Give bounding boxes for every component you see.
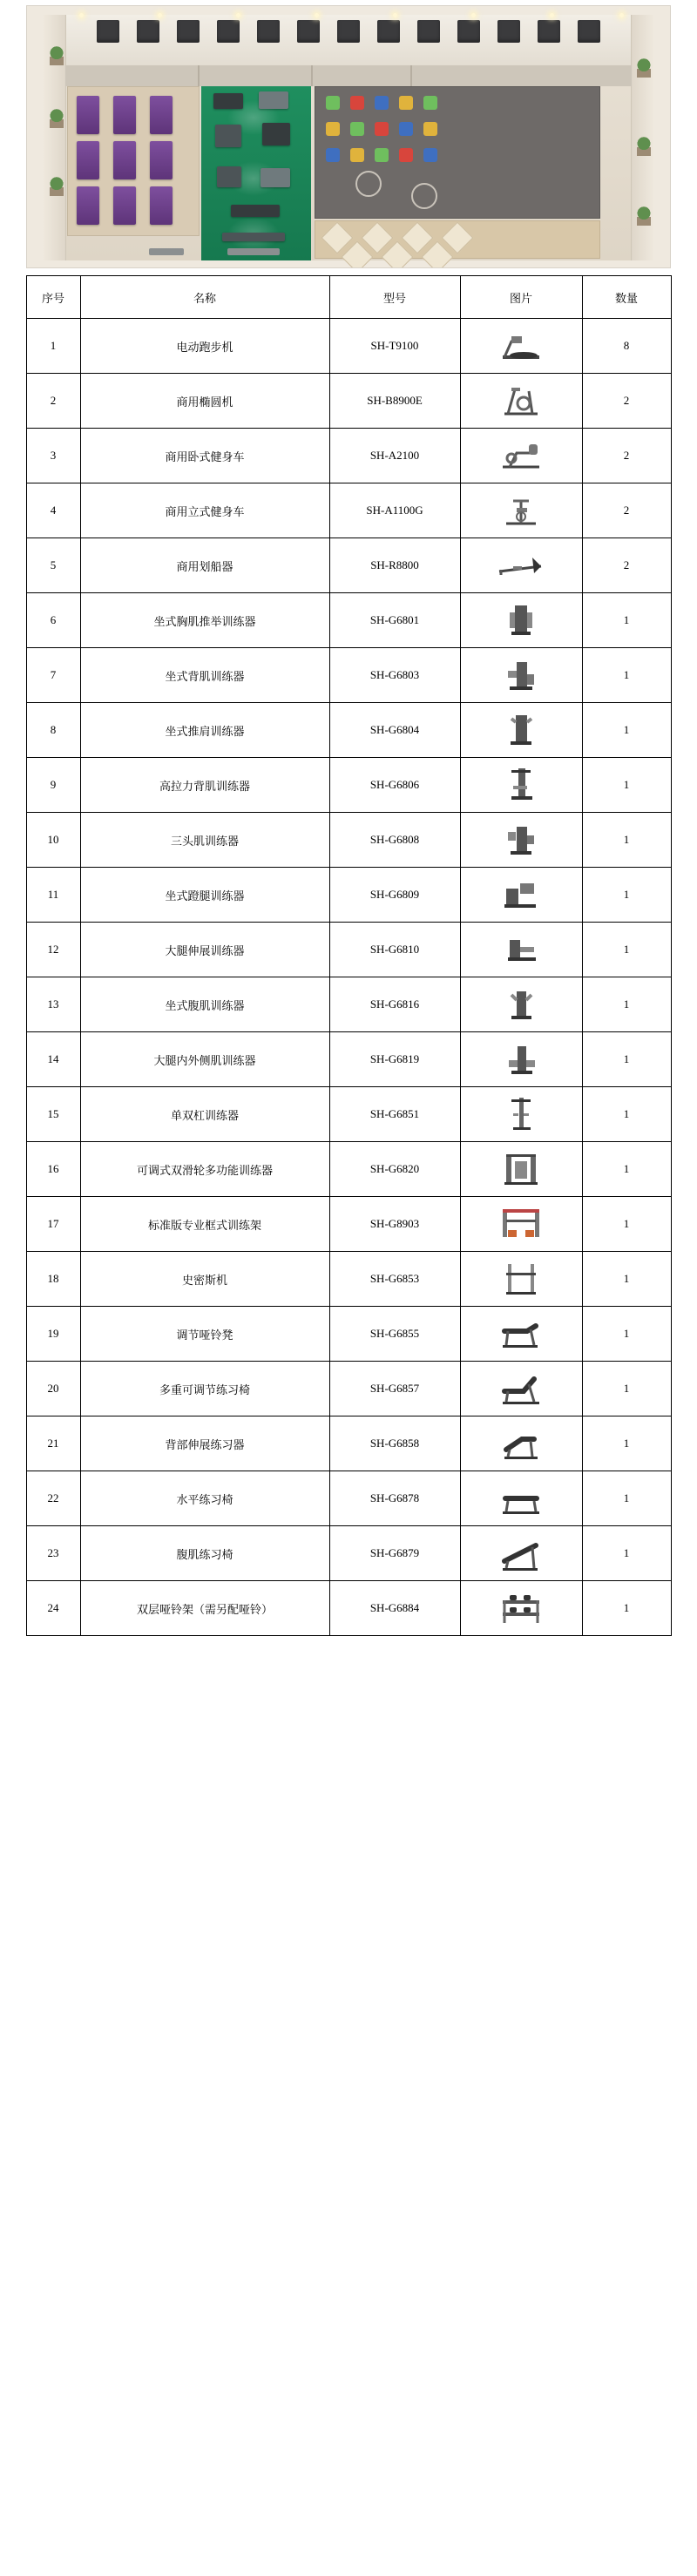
turf-training-floor — [201, 86, 311, 260]
studio-floor — [315, 86, 600, 219]
cell-no: 6 — [26, 593, 80, 648]
cell-no: 8 — [26, 703, 80, 758]
cell-model: SH-A2100 — [329, 429, 460, 483]
dip-chin-station-icon — [494, 1094, 548, 1134]
cell-model: SH-G6857 — [329, 1362, 460, 1416]
table-header-row — [26, 276, 671, 319]
cell-no: 18 — [26, 1252, 80, 1307]
header-model: 型号 — [329, 276, 460, 319]
cell-qty: 1 — [582, 648, 671, 703]
cell-name: 商用卧式健身车 — [80, 429, 329, 483]
table-row — [26, 1471, 671, 1526]
cell-image — [460, 1252, 582, 1307]
cell-qty: 1 — [582, 1252, 671, 1307]
cell-qty: 1 — [582, 977, 671, 1032]
cell-qty: 2 — [582, 483, 671, 538]
cell-no: 22 — [26, 1471, 80, 1526]
cell-image — [460, 593, 582, 648]
cell-qty: 1 — [582, 923, 671, 977]
cell-image — [460, 538, 582, 593]
cell-name: 多重可调节练习椅 — [80, 1362, 329, 1416]
cell-model: SH-G8903 — [329, 1197, 460, 1252]
cell-no: 17 — [26, 1197, 80, 1252]
equipment-table — [26, 275, 672, 1636]
table-row — [26, 1416, 671, 1471]
cell-model: SH-G6820 — [329, 1142, 460, 1197]
cell-name: 双层哑铃架（需另配哑铃） — [80, 1581, 329, 1636]
table-row — [26, 1362, 671, 1416]
cell-qty: 1 — [582, 1142, 671, 1197]
cell-no: 24 — [26, 1581, 80, 1636]
cell-model: SH-A1100G — [329, 483, 460, 538]
multi-bench-icon — [494, 1369, 548, 1409]
cell-no: 23 — [26, 1526, 80, 1581]
shoulder-press-icon — [494, 710, 548, 750]
cell-name: 坐式推肩训练器 — [80, 703, 329, 758]
cell-qty: 1 — [582, 868, 671, 923]
cell-no: 3 — [26, 429, 80, 483]
table-row — [26, 703, 671, 758]
cell-no: 10 — [26, 813, 80, 868]
cell-image — [460, 1526, 582, 1581]
table-row — [26, 483, 671, 538]
cell-no: 2 — [26, 374, 80, 429]
cell-model: SH-G6808 — [329, 813, 460, 868]
cell-no: 11 — [26, 868, 80, 923]
cell-name: 背部伸展练习器 — [80, 1416, 329, 1471]
ceiling-light-icon — [550, 13, 554, 17]
header-name: 名称 — [80, 276, 329, 319]
cell-image — [460, 1032, 582, 1087]
gym-floor-plan-render — [26, 5, 671, 268]
ab-crunch-icon — [494, 984, 548, 1024]
table-row — [26, 1032, 671, 1087]
lat-pulldown-icon — [494, 765, 548, 805]
elliptical-icon — [494, 381, 548, 421]
cell-no: 5 — [26, 538, 80, 593]
leg-extension-icon — [494, 930, 548, 970]
cell-qty: 1 — [582, 758, 671, 813]
cell-no: 1 — [26, 319, 80, 374]
ceiling-light-icon — [158, 13, 162, 17]
cell-name: 调节哑铃凳 — [80, 1307, 329, 1362]
cell-qty: 2 — [582, 429, 671, 483]
cell-no: 15 — [26, 1087, 80, 1142]
cell-name: 大腿伸展训练器 — [80, 923, 329, 977]
cell-no: 14 — [26, 1032, 80, 1087]
cell-image — [460, 1471, 582, 1526]
treadmill-icon — [494, 326, 548, 366]
plant-icon — [50, 109, 64, 128]
cell-qty: 8 — [582, 319, 671, 374]
cell-qty: 1 — [582, 1362, 671, 1416]
cell-image — [460, 429, 582, 483]
cell-name: 坐式腹肌训练器 — [80, 977, 329, 1032]
ceiling-beam — [137, 20, 159, 43]
adjustable-bench-icon — [494, 1314, 548, 1354]
cell-name: 可调式双滑轮多功能训练器 — [80, 1142, 329, 1197]
cell-name: 坐式胸肌推举训练器 — [80, 593, 329, 648]
cell-image — [460, 483, 582, 538]
table-row — [26, 1087, 671, 1142]
cell-model: SH-G6809 — [329, 868, 460, 923]
ceiling-beam — [217, 20, 240, 43]
ceiling-light-icon — [619, 13, 624, 17]
cell-qty: 1 — [582, 703, 671, 758]
ab-bench-icon — [494, 1533, 548, 1573]
cell-qty: 1 — [582, 1032, 671, 1087]
table-row — [26, 977, 671, 1032]
cell-model: SH-G6878 — [329, 1471, 460, 1526]
seated-row-icon — [494, 655, 548, 695]
cell-model: SH-G6804 — [329, 703, 460, 758]
smith-machine-icon — [494, 1259, 548, 1299]
target-marker-icon — [355, 171, 382, 197]
ceiling-beam — [538, 20, 560, 43]
ceiling-beam — [337, 20, 360, 43]
table-row — [26, 593, 671, 648]
cell-model: SH-G6855 — [329, 1307, 460, 1362]
cell-model: SH-G6819 — [329, 1032, 460, 1087]
table-row — [26, 1142, 671, 1197]
power-rack-icon — [494, 1204, 548, 1244]
cell-name: 坐式背肌训练器 — [80, 648, 329, 703]
ceiling-beam — [497, 20, 520, 43]
plant-icon — [637, 137, 651, 156]
table-row — [26, 648, 671, 703]
cell-qty: 1 — [582, 1416, 671, 1471]
table-row — [26, 923, 671, 977]
cell-name: 腹肌练习椅 — [80, 1526, 329, 1581]
cell-model: SH-B8900E — [329, 374, 460, 429]
cell-model: SH-G6810 — [329, 923, 460, 977]
cell-name: 水平练习椅 — [80, 1471, 329, 1526]
table-row — [26, 1307, 671, 1362]
cell-model: SH-G6816 — [329, 977, 460, 1032]
cell-no: 7 — [26, 648, 80, 703]
cell-no: 21 — [26, 1416, 80, 1471]
plant-icon — [637, 206, 651, 226]
cell-image — [460, 1362, 582, 1416]
table-row — [26, 538, 671, 593]
entry-corridor — [65, 65, 632, 86]
render-canvas — [27, 6, 670, 267]
table-row — [26, 868, 671, 923]
cell-name: 电动跑步机 — [80, 319, 329, 374]
tile-zone — [315, 220, 600, 259]
cell-no: 16 — [26, 1142, 80, 1197]
cell-image — [460, 319, 582, 374]
plant-icon — [50, 177, 64, 196]
ceiling-light-icon — [393, 13, 397, 17]
cell-name: 大腿内外侧肌训练器 — [80, 1032, 329, 1087]
ceiling-beam — [578, 20, 600, 43]
ceiling-beam — [377, 20, 400, 43]
table-row — [26, 1581, 671, 1636]
corridor-divider — [198, 65, 200, 86]
document-page — [0, 5, 697, 1636]
dumbbell-rack-icon — [494, 1588, 548, 1628]
bench — [227, 248, 280, 255]
chest-press-icon — [494, 600, 548, 640]
back-extension-icon — [494, 1423, 548, 1464]
plant-icon — [637, 58, 651, 78]
cell-qty: 1 — [582, 1087, 671, 1142]
cell-qty: 1 — [582, 1197, 671, 1252]
cell-model: SH-G6884 — [329, 1581, 460, 1636]
cell-no: 20 — [26, 1362, 80, 1416]
cell-model: SH-G6853 — [329, 1252, 460, 1307]
cell-qty: 1 — [582, 1526, 671, 1581]
cell-name: 高拉力背肌训练器 — [80, 758, 329, 813]
cell-image — [460, 1581, 582, 1636]
ceiling-light-icon — [236, 13, 240, 17]
cell-model: SH-R8800 — [329, 538, 460, 593]
ceiling-beam — [457, 20, 480, 43]
cell-image — [460, 758, 582, 813]
cell-name: 商用立式健身车 — [80, 483, 329, 538]
cell-no: 9 — [26, 758, 80, 813]
recumbent-bike-icon — [494, 436, 548, 476]
plant-icon — [50, 46, 64, 65]
cell-image — [460, 923, 582, 977]
ceiling-beam — [297, 20, 320, 43]
cell-qty: 1 — [582, 1307, 671, 1362]
cell-qty: 1 — [582, 1471, 671, 1526]
cell-name: 商用椭圆机 — [80, 374, 329, 429]
cell-qty: 1 — [582, 593, 671, 648]
ceiling-beam — [97, 20, 119, 43]
cell-no: 12 — [26, 923, 80, 977]
cell-image — [460, 1197, 582, 1252]
cell-model: SH-G6879 — [329, 1526, 460, 1581]
cell-model: SH-G6801 — [329, 593, 460, 648]
cell-image — [460, 868, 582, 923]
cell-image — [460, 648, 582, 703]
table-row — [26, 758, 671, 813]
cell-qty: 1 — [582, 813, 671, 868]
cell-name: 商用划船器 — [80, 538, 329, 593]
cell-name: 三头肌训练器 — [80, 813, 329, 868]
cell-model: SH-G6806 — [329, 758, 460, 813]
ceiling-light-icon — [315, 13, 319, 17]
corridor-divider — [311, 65, 313, 86]
table-row — [26, 374, 671, 429]
rowing-machine-icon — [494, 545, 548, 585]
ceiling-light-icon — [471, 13, 476, 17]
cell-model: SH-G6858 — [329, 1416, 460, 1471]
cell-model: SH-G6803 — [329, 648, 460, 703]
cell-qty: 1 — [582, 1581, 671, 1636]
ceiling-beam — [257, 20, 280, 43]
cell-model: SH-G6851 — [329, 1087, 460, 1142]
cell-no: 19 — [26, 1307, 80, 1362]
cell-name: 单双杠训练器 — [80, 1087, 329, 1142]
leg-press-icon — [494, 875, 548, 915]
table-row — [26, 319, 671, 374]
triceps-machine-icon — [494, 820, 548, 860]
cell-image — [460, 703, 582, 758]
cell-image — [460, 813, 582, 868]
cell-qty: 2 — [582, 374, 671, 429]
cell-image — [460, 374, 582, 429]
locker-zone — [67, 86, 200, 236]
header-qty: 数量 — [582, 276, 671, 319]
ceiling-beam — [417, 20, 440, 43]
cell-name: 标准版专业框式训练架 — [80, 1197, 329, 1252]
table-body — [26, 319, 671, 1636]
cell-image — [460, 977, 582, 1032]
target-marker-icon — [411, 183, 437, 209]
cell-name: 坐式蹬腿训练器 — [80, 868, 329, 923]
bench — [149, 248, 184, 255]
hip-adductor-icon — [494, 1039, 548, 1079]
header-image: 图片 — [460, 276, 582, 319]
ceiling-light-icon — [79, 13, 84, 17]
header-no: 序号 — [26, 276, 80, 319]
table-row — [26, 1526, 671, 1581]
table-row — [26, 1252, 671, 1307]
corridor-divider — [410, 65, 412, 86]
ceiling-beam — [177, 20, 200, 43]
cell-image — [460, 1142, 582, 1197]
cell-image — [460, 1307, 582, 1362]
flat-bench-icon — [494, 1478, 548, 1518]
cell-image — [460, 1416, 582, 1471]
cable-crossover-icon — [494, 1149, 548, 1189]
table-row — [26, 429, 671, 483]
cell-no: 4 — [26, 483, 80, 538]
table-row — [26, 1197, 671, 1252]
cell-qty: 2 — [582, 538, 671, 593]
cell-no: 13 — [26, 977, 80, 1032]
table-row — [26, 813, 671, 868]
cell-image — [460, 1087, 582, 1142]
upright-bike-icon — [494, 490, 548, 531]
cell-model: SH-T9100 — [329, 319, 460, 374]
cell-name: 史密斯机 — [80, 1252, 329, 1307]
